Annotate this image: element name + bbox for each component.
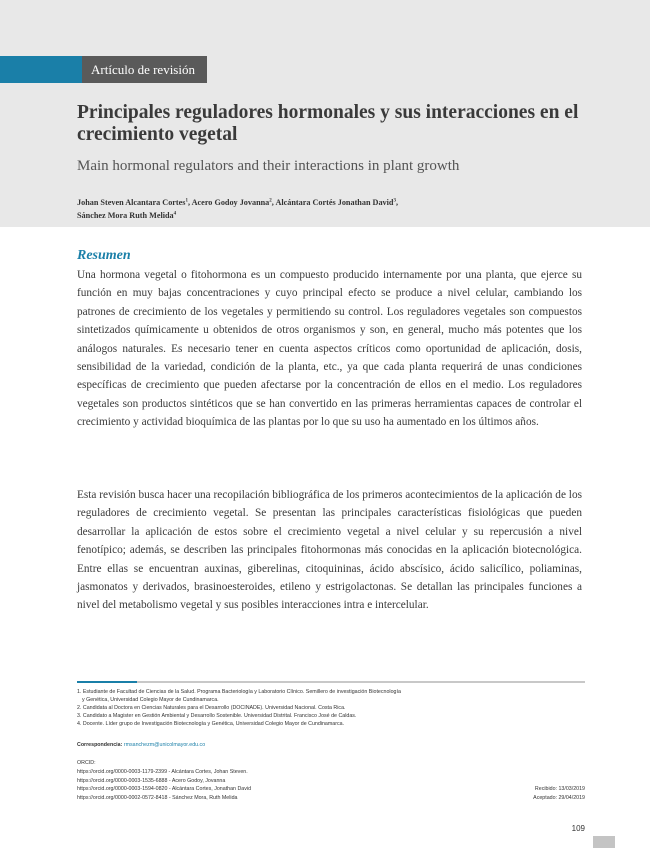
correspondence-label: Correspondencia:	[77, 742, 123, 748]
author-separator: ,	[395, 198, 399, 207]
correspondence-email-link[interactable]: rmsanchezm@unicolmayor.edu.co	[123, 742, 206, 748]
orcid-list	[77, 759, 377, 803]
received-date: Recibido: 13/03/2019	[534, 786, 585, 792]
article-title: Principales reguladores hormonales y sus interacciones en el crecimiento vegetal	[77, 102, 579, 145]
orcid-label: ORCID:	[77, 760, 96, 766]
orcid-entry[interactable]: https://orcid.org/0000-0003-1594-0820 - Alcántara Cortes, Jonathan David	[77, 786, 252, 793]
footnote: 1. Estudiante de Facultad de Ciencias de la Salud. Programa Bacteriología y Laboratorio Clínico. Semillero de investigación Biotecnología	[77, 689, 401, 695]
author-affiliation: 3	[393, 198, 396, 204]
author-affiliation: 2	[269, 198, 272, 204]
author-list	[77, 196, 597, 222]
author-name: Johan Steven Alcantara Cortes	[77, 198, 186, 207]
footnote: 3. Candidato a Magister en Gestión Ambiental y Desarrollo Sostenible. Universidad Distrital. Francisco José de Caldas.	[77, 712, 357, 719]
page-number: 109	[571, 824, 585, 833]
author-name: Acero Godoy Jovanna	[191, 198, 270, 207]
footnote: 4. Docente. Líder grupo de Investigación Biotecnología y Genética, Universidad Colegio Mayor de Cundinamarca.	[77, 720, 345, 727]
orcid-entry[interactable]: https://orcid.org/0000-0003-1535-6888 - Acero Godoy, Jovanna	[77, 777, 226, 784]
author-affiliation: 4	[173, 211, 177, 217]
abstract-heading: Resumen	[77, 248, 131, 263]
orcid-entry[interactable]: https://orcid.org/0000-0003-1179-2399 - Alcántara Cortes, Johan Steven.	[77, 768, 248, 775]
section-tag: Artículo de revisión	[82, 56, 207, 83]
accent-bar	[0, 56, 82, 83]
author-separator: ,	[187, 198, 192, 207]
footnote: y Genética, Universidad Colegio Mayor de Cundinamarca.	[82, 696, 219, 703]
author-name: Alcántara Cortés Jonathan David	[275, 198, 394, 207]
footnote-divider	[137, 681, 585, 683]
corner-decoration	[593, 836, 615, 848]
author-affiliation: 1	[185, 198, 188, 204]
author-name: Sánchez Mora Ruth Melida	[77, 211, 174, 220]
submission-dates	[480, 785, 585, 803]
abstract-paragraph-2: Esta revisión busca hacer una recopilación bibliográfica de los primeros acontecimientos de la aplicación de los reguladores de crecimiento vegetal. Se presentan las principales características fisiológicas que pueden desarrollar la aplicación de estos sobre el crecimiento vegetal a nivel celular y su repercusión a nivel fenotípico; además, se describen las principales fitohormonas más conocidas en la aplicación biotecnológica. Entre ellas se encuentran auxinas, giberelinas, citoquininas, ácido abscísico, ácido salicílico, poliaminas, jasmonatos y derivados, brasinoesteroides, etileno y estrigolactonas. Se detallan las principales funciones a nivel del metabolismo vegetal y sus posibles interacciones intra e intercelular.	[77, 489, 582, 612]
orcid-entry[interactable]: https://orcid.org/0000-0002-0572-8418 - Sánchez Mora, Ruth Melida	[77, 795, 238, 802]
accepted-date: Aceptado: 29/04/2019	[533, 794, 585, 801]
author-separator: ,	[271, 198, 276, 207]
affiliation-footnotes	[77, 689, 497, 729]
correspondence	[77, 742, 205, 748]
abstract-paragraph-1: Una hormona vegetal o fitohormona es un compuesto producido internamente por una planta, que ejerce su función en muy bajas concentraciones y cuyo principal efecto se produce a nivel celular, cambiando los patrones de crecimiento de los vegetales y permitiendo su control. Los reguladores vegetales son compuestos sintetizados químicamente u obtenidos de otros organismos y son, en general, mucho más potentes que los análogos naturales. Es necesario tener en cuenta aspectos críticos como oportunidad de aplicación, dosis, sensibilidad de la variedad, condición de la planta, etc., ya que cada planta requerirá de unas condiciones específicas de crecimiento que pueden afectarse por la concentración de ellos en el medio. Los reguladores vegetales son productos sintéticos que se han convertido en las primeras herramientas capaces de controlar el crecimiento y actividad bioquímica de las plantas por lo que su uso ha aumentado en los últimos años.	[77, 269, 582, 429]
article-subtitle: Main hormonal regulators and their interactions in plant growth	[77, 158, 460, 174]
footnote-divider-accent	[77, 681, 137, 683]
footnote: 2. Candidata al Doctora en Ciencias Naturales para el Desarrollo (DOCINADE). Universidad Nacional. Costa Rica.	[77, 704, 346, 711]
